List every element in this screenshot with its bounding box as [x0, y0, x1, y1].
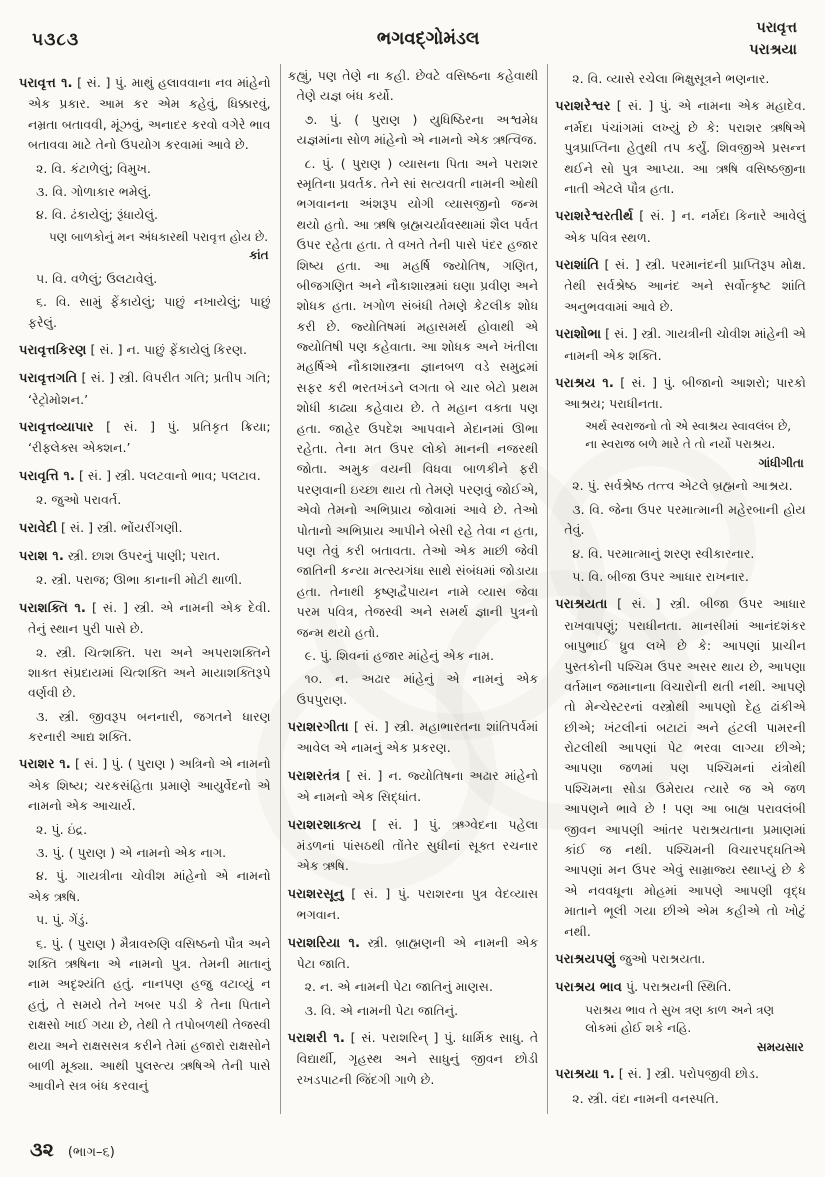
headword: પરાશરશાક્ત્ય — [287, 817, 362, 833]
dictionary-continuation: કહ્યું, પણ તેણે ના કહી. છેવટે વસિષ્ઠના કહેવાથી તેણે યજ્ઞ બંધ કર્યો. — [287, 68, 539, 104]
part-note: (ભાગ–૬) — [67, 1145, 115, 1160]
dictionary-entry: પરાશ્રયા ૧. [ સં. ] સ્ત્રી. પરોપજીવી છોડ. — [555, 1066, 759, 1083]
headword: પરાશ્રયા ૧. — [555, 1067, 615, 1083]
dictionary-entry: પરાશ્રય ૧. [ સં. ] પું. બીજાનો આશરો; પારકો આશ્રય; પરાધીનતા. — [555, 375, 806, 412]
dictionary-entry: પરાશક્તિ ૧. [ સં. ] સ્ત્રી. એ નામની એક દેવી. તેનું સ્થાન પુરી પાસે છે. — [19, 599, 271, 637]
dictionary-sense: ૭. પું. ( પુરાણ ) યુધિષ્ઠિરના અશ્વમેધ યજ્ઞમાંના સોળ માંહેનો એ નામનો એક ઋત્વિજ. — [296, 111, 539, 148]
headword: પરાશ્રય ૧. — [555, 376, 614, 392]
column-right — [547, 64, 815, 1114]
headword: પરાશરિયા ૧. — [287, 935, 360, 951]
dictionary-entry: પરાવૃત્ત ૧. [ સં. ] પું. માથું હલાવવાના નવ માંહેનો એક પ્રકાર. આમ કર એમ કહેવું, ધિક્કારવું, નમ્રતા બતાવવી, મૂંઝવું, અનાદર કરવો વગેરે ભાવ બતાવવા માટે તેનો ઉપયોગ કરવામાં આવે છે. — [19, 75, 271, 153]
dictionary-sense: ૨. ન. એ નામની પેટા જાતિનું માણસ. — [304, 979, 493, 995]
dictionary-sense: ૪. વિ. પરમાત્માનું શરણ સ્વીકારનાર. — [572, 545, 755, 561]
guide-word-first-entry: પરાવૃત્ત — [756, 20, 797, 36]
dictionary-sense: ૨. વિ. વ્યાસે રચેલા ભિક્ષુસૂત્રને ભણનાર. — [572, 71, 770, 86]
dictionary-sense: ૨. સ્ત્રી. ચિત્શક્તિ. પરા અને અપરાશક્તિને શાક્ત સંપ્રદાયમાં ચિત્શક્તિ અને માયાશક્તિરૂપે વર્ણવી છે. — [28, 644, 271, 701]
headword: પરાશોભા — [555, 327, 602, 343]
dictionary-example: અર્થ સ્વરાજનો તો એ સ્વાશ્રય સ્વાવલંબ છે, ના સ્વરાજ બળે મારે તે તો નર્યો પરાશ્રય. — [585, 418, 792, 452]
signature-mark: ૩૨ — [30, 1139, 54, 1161]
dictionary-entry: પરાશરી ૧. [ સં. પરાશરિન્ ] પું. ધાર્મિક સાધુ. તે વિદ્યાર્થી, ગૃહસ્થ અને સાધુનું જીવન છોડી રખડપાટની જિંદગી ગાળે છે. — [287, 1030, 539, 1087]
text-columns — [6, 62, 819, 1114]
headword: પરાવૃત્તિ ૧. — [19, 468, 75, 484]
dictionary-sense: ૮. પું. ( પુરાણ ) વ્યાસના પિતા અને પરાશર સ્મૃતિના પ્રવર્તક. તેને સાં સત્યવતી નામની ઓથી ભગવાનના અંશરૂપ યોગી વ્યાસજીનો જન્મ થયો હતો. આ ઋષિ બ્રહ્મચર્યાવસ્થામાં શૈલ પર્વત ઉપર રહેતા હતા. તે વખતે તેની પાસે પંદર હજાર શિષ્ય હતા. આ મહર્ષિ જ્યોતિષ, ગણિત, બીજગણિત અને નૌકાશાસ્ત્રમાં ઘણા પ્રવીણ અને શોધક હતા. ખગોળ સંબંધી તેમણે કેટલીક શોધ કરી છે. જ્યોતિષમાં મહાસમર્થ હોવાથી એ જ્યોતિષી પણ કહેવાતા. આ શોધક અને ખંતીલા મહર્ષિએ નૌકાશાસ્ત્રના જ્ઞાનબળ વડે સમુદ્રમાં સફર કરી ભરતખંડને લગતા બે ચાર બેટો પ્રથમ શોધી કાઢ્યા કહેવાય છે. તે મહાન વક્તા પણ હતા. જાહેર ઉપદેશ આપવાને મેદાનમાં ઊભા રહેતા. તેના મત ઉપર લોકો માનની નજરથી જોતા. અમુક વયની વિધવા બાળકીને ફરી પરણવાની ઇચ્છા થાય તો તેમણે પરણવું જોઈએ, એવો તેમનો અભિપ્રાય જોવામાં આવે છે. તેઓ પોતાનો અભિપ્રાય આપીને બેસી રહે તેવા ન હતા, પણ તેવું કરી બતાવતા. તેઓ એક માછી જેવી જાતિની કન્યા મત્સ્યગંધા સાથે સંબંધમાં જોડાયા હતા. તેનાથી કૃષ્ણદ્વૈપાયન નામે વ્યાસ જેવા પરમ પવિત્ર, તેજસ્વી અને સમર્થ જ્ઞાની પુત્રનો જન્મ થયો હતો. — [296, 155, 539, 640]
dictionary-sense: ૬. વિ. સામું ફેંકાયેલું; પાછું નખાયેલું; પાછું ફરેલું. — [28, 294, 271, 330]
dictionary-sense: ૩. વિ. જેના ઉપર પરમાત્માની મહેરબાની હોય તેવું. — [564, 501, 806, 538]
dictionary-sense: ૨. વિ. કંટાળેલું; વિમુખ. — [36, 160, 151, 176]
headword: પરાવૃત્તવ્યાપાર — [19, 420, 94, 436]
dictionary-entry: પરાવૃત્તિ ૧. [ સં. ] સ્ત્રી. પલટવાનો ભાવ; પલટાવ. — [19, 467, 261, 484]
dictionary-sense: ૩. વિ. એ નામની પેટા જાતિનું. — [304, 1002, 459, 1018]
headword: પરાશર ૧. — [19, 757, 71, 773]
dictionary-sense: ૪. વિ. ઢંકાયેલું; રૂંધાયેલું. — [36, 207, 159, 223]
dictionary-sense: ૯. પું. શિવનાં હજાર માંહેનું એક નામ. — [304, 647, 495, 663]
page-footer — [30, 1139, 115, 1161]
dictionary-sense: ૫. પું. ગેંડું. — [36, 912, 89, 928]
dictionary-entry: પરાશ્રયપણું જુઓ પરાશ્રયતા. — [555, 950, 706, 967]
dictionary-sense: ૩. વિ. ગોળાકાર ભમેલું. — [36, 183, 152, 199]
dictionary-entry: પરાશરસૂનુ [ સં. ] પું. પરાશરના પુત્ર વેદવ્યાસ ભગવાન. — [287, 885, 539, 923]
column-middle — [280, 64, 548, 1114]
headword: પરાશરસૂનુ — [287, 886, 344, 902]
dictionary-sense: ૪. પું. ગાયત્રીના ચોવીશ માંહેનો એ નામનો એક ઋષિ. — [28, 868, 271, 904]
dictionary-entry: પરાશરગીતા [ સં. ] સ્ત્રી. મહાભારતના શાંતિપર્વમાં આવેલ એ નામનું એક પ્રકરણ. — [287, 719, 539, 756]
dictionary-sense: ૬. પું. ( પુરાણ ) મૈત્રાવરુણિ વસિષ્ઠનો પૌત્ર અને શક્તિ ઋષિના એ નામનો પુત્ર. તેમની માતાનું નામ અદૃશ્યંતિ હતું. નાનપણ હજુ વટાવ્યું ન હતું, તે સમયે તેને ખબર પડી કે તેના પિતાને રાક્ષસો ખાઈ ગયા છે, તેથી તે તપોબળથી તેજસ્વી થયા અને રાક્ષસસત્ર કરીને તેમાં હજારો રાક્ષસોને બાળી મૂક્યા. આથી પુલસ્ત્ય ઋષિએ તેની પાસે આવીને સત્ર બંધ કરવાનું — [28, 935, 271, 1094]
dictionary-entry: પરાવૃત્તગતિ [ સં. ] સ્ત્રી. વિપરીત ગતિ; પ્રતીપ ગતિ; ‘રેટ્રોમોશન.’ — [19, 370, 271, 407]
dictionary-entry: પરાવેદી [ સં. ] સ્ત્રી. ભોંયરીંગણી. — [19, 519, 183, 536]
dictionary-citation: કાંત — [249, 248, 269, 263]
dictionary-sense: ૨. પું. ઇંદ્ર. — [36, 821, 88, 837]
dictionary-sense: ૫. વિ. બીજા ઉપર આધાર રાખનાર. — [572, 568, 749, 584]
headword: પરાવેદી — [19, 520, 57, 536]
dictionary-entry: પરાવૃત્તવ્યાપાર [ સં. ] પું. પ્રતિકૃત ક્રિયા; ‘રીફ્લેક્સ એક્શન.’ — [19, 419, 271, 456]
headword: પરાશરી ૧. — [287, 1031, 345, 1047]
dictionary-entry: પરાશર ૧. [ સં. ] પું. ( પુરાણ ) અત્રિનો એ નામનો એક શિષ્ય; ચરકસંહિતા પ્રમાણે આયુર્વેદનો એ નામનો એક આચાર્ય. — [19, 756, 271, 814]
headword: પરાશ ૧. — [19, 548, 64, 564]
dictionary-sense: ૨. જુઓ પરાવર્ત. — [36, 492, 122, 508]
headword: પરાશરતંત્ર — [287, 768, 341, 784]
headword: પરાવૃત્તકિરણ — [19, 342, 87, 358]
dictionary-entry: પરાશરેશ્વરતીર્થ [ સં. ] ન. નર્મદા કિનારે આવેલું એક પવિત્ર સ્થળ. — [555, 208, 806, 245]
headword: પરાશક્તિ ૧. — [19, 600, 86, 616]
dictionary-entry: પરાશરેશ્વર [ સં. ] પું. એ નામના એક મહાદેવ. નર્મદા પંચાંગમાં લખ્યું છે કે: પરાશર ઋષિએ પુત્રપ્રાપ્તિના હેતુથી તપ કર્યું. શિવજીએ પ્રસન્ન થઈને સો પુત્ર આપ્યા. આ ઋષિ વસિષ્ઠજીના નાતી એટલે પૌત્ર હતા. — [555, 98, 806, 196]
guide-word-last-entry: પરાશ્રયા — [749, 41, 797, 58]
headword: પરાશરગીતા — [287, 720, 349, 736]
dictionary-entry: પરાવૃત્તકિરણ [ સં. ] ન. પાછું ફેંકાયેલું કિરણ. — [19, 341, 247, 358]
headword: પરાવૃત્ત ૧. — [19, 76, 73, 91]
dictionary-citation: સમયસાર — [756, 1039, 804, 1054]
dictionary-sense: ૧૦. ન. અઢાર માંહેનું એ નામનું એક ઉપપુરાણ. — [296, 671, 539, 707]
dictionary-entry: પરાશોભા [ સં. ] સ્ત્રી. ગાયત્રીની ચોવીશ માંહેની એ નામની એક શક્તિ. — [555, 326, 806, 363]
headword: પરાવૃત્તગતિ — [19, 371, 78, 387]
headword: પરાશ્રયપણું — [555, 951, 616, 967]
dictionary-entry: પરાશ્રય ભાવ પું. પરાશ્રયની સ્થિતિ. — [555, 979, 732, 996]
headword: પરાશરેશ્વરતીર્થ — [555, 209, 634, 225]
guide-words — [749, 18, 797, 62]
page-number: ૫૩૮૩ — [32, 30, 80, 50]
page-header — [6, 10, 819, 62]
dictionary-entry: પરાશરશાક્ત્ય [ સં. ] પું. ઋગ્વેદના પહેલા મંડળનાં પાંસઠથી તોંતેર સુધીનાં સૂક્ત રચનાર એક ઋષિ. — [287, 816, 539, 874]
dictionary-entry: પરાશરિયા ૧. સ્ત્રી. બ્રાહ્મણની એ નામની એક પેટા જાતિ. — [287, 934, 539, 971]
dictionary-sense: ૫. વિ. વળેલું; ઉલટાવેલું. — [36, 270, 158, 286]
dictionary-citation: ગાંધીગીતા — [758, 455, 804, 470]
column-left — [12, 64, 280, 1114]
dictionary-example: પરાશ્રય ભાવ તે સુખ ત્રણ કાળ અને ત્રણ લોકમાં હોઈ શકે નહિ. — [585, 1002, 775, 1036]
dictionary-sense: ૨. પું. સર્વશ્રેષ્ઠ તત્ત્વ એટલે બ્રહ્મનો આશ્રય. — [572, 478, 793, 494]
headword: પરાશાંતિ — [555, 258, 599, 274]
headword: પરાશ્રય ભાવ — [555, 980, 622, 996]
dictionary-entry: પરાશ્રયતા [ સં. ] સ્ત્રી. બીજા ઉપર આધાર રાખવાપણું; પરાધીનતા. માનસીમાં આનંદશંકર બાપુભાઈ ધ્રુવ લખે છે કે: આપણાં પ્રાચીન પુસ્તકોની પશ્ચિમ ઉપર અસર થાય છે, આપણા વર્તમાન જમાનાના વિચારોની થતી નથી. આપણે તો મેન્ચેસ્ટરનાં વસ્ત્રોથી આપણો દેહ ઢાંકીએ છીએ; ખંટલીનાં બટાટાં અને હંટલી પામરની રોટલીથી આપણાં પેટ ભરવા લાગ્યા છીએ; આપણા જળમાં પણ પશ્ચિમનાં યંત્રોથી પશ્ચિમના સોડા ઉમેરાય ત્યારે જ એ જળ આપણને ભાવે છે ! પણ આ બાહ્ય પરાવલંબી જીવન આપણી આંતર પરાશ્રયતાના પ્રમાણમાં કાંઈ જ નથી. પશ્ચિમની વિચારપદ્ધતિએ આપણાં મન ઉપર એવું સામ્રાજ્ય સ્થાપ્યું છે કે એ નવવધૂના મોહમાં આપણે આપણી વૃદ્ધ માતાને ભૂલી ગયા છીએ એમ કહીએ તો ખોટું નથી. — [555, 596, 806, 939]
dictionary-example: પણ બાળકોનું મન અંધકારથી પરાવૃત્ત હોય છે. — [49, 229, 269, 244]
dictionary-sense: ૩. પું. ( પુરાણ ) એ નામનો એક નાગ. — [36, 845, 227, 860]
headword: પરાશ્રયતા — [555, 597, 608, 613]
dictionary-sense: ૩. સ્ત્રી. જીવરૂપ બનનારી, જગતને ધારણ કરનારી આદ્ય શક્તિ. — [28, 708, 271, 745]
dictionary-entry: પરાશ ૧. સ્ત્રી. છાશ ઉપરનું પાણી; પરાત. — [19, 547, 221, 564]
dictionary-sense: ૨. સ્ત્રી. વંદા નામની વનસ્પતિ. — [572, 1090, 719, 1106]
dictionary-entry: પરાશાંતિ [ સં. ] સ્ત્રી. પરમાનંદની પ્રાપ્તિરૂપ મોક્ષ. તેથી સર્વશ્રેષ્ઠ આનંદ અને સર્વોત્કૃષ્ટ શાંતિ અનુભવવામાં આવે છે. — [555, 257, 806, 314]
dictionary-entry: પરાશરતંત્ર [ સં. ] ન. જ્યોતિષના અઢાર માંહેનો એ નામનો એક સિદ્ધાંત. — [287, 767, 539, 805]
dictionary-sense: ૨. સ્ત્રી. પરાજ; ઊભા કાનાની મોટી થાળી. — [36, 572, 243, 588]
book-title: ભગવદ્ગોમંડલ — [376, 28, 480, 49]
headword: પરાશરેશ્વર — [555, 99, 611, 115]
